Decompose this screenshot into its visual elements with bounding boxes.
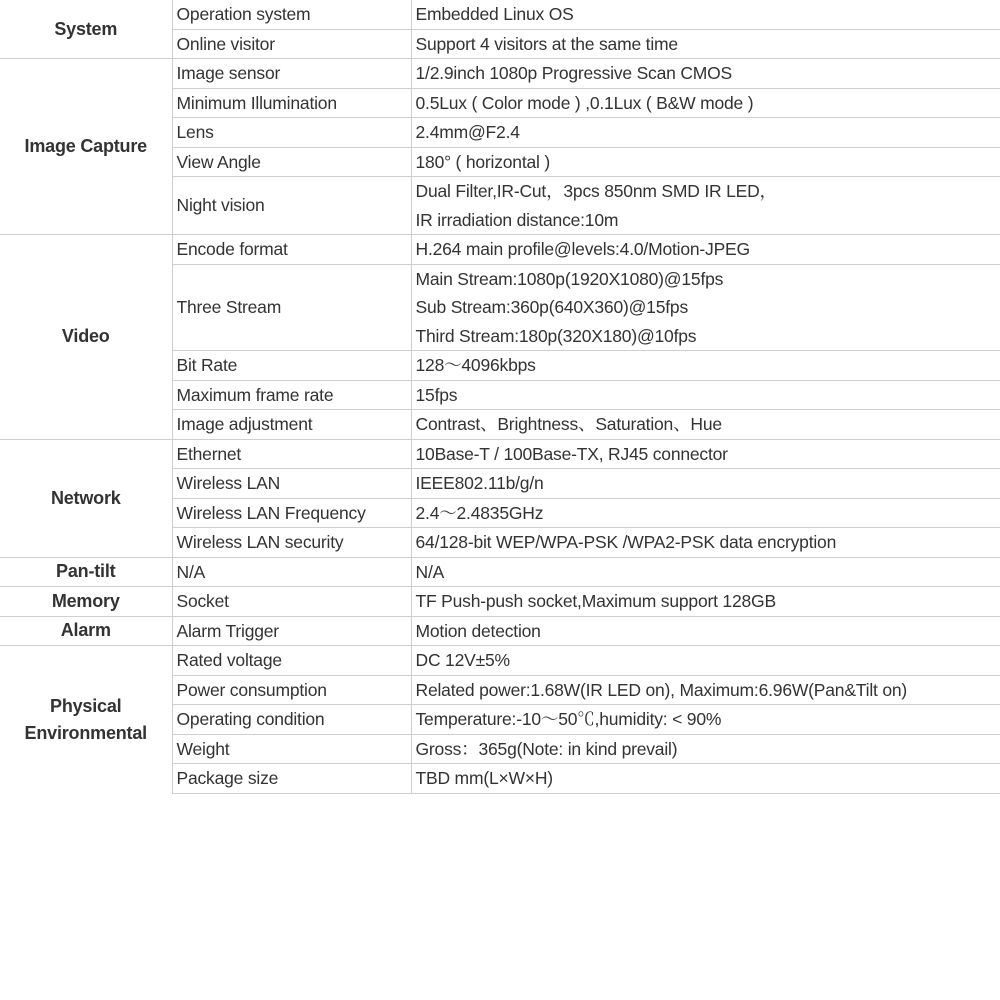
spec-value bbox=[411, 705, 1000, 735]
spec-value bbox=[411, 351, 1000, 381]
spec-value bbox=[411, 0, 1000, 29]
spec-value-line: 128～4096kbps bbox=[415, 355, 536, 375]
spec-name: Wireless LAN Frequency bbox=[172, 498, 411, 528]
spec-name: Image adjustment bbox=[172, 410, 411, 440]
spec-name: Operation system bbox=[172, 0, 411, 29]
table-row bbox=[0, 235, 1000, 265]
spec-value-line: TBD mm(L×W×H) bbox=[415, 768, 553, 788]
spec-value bbox=[411, 118, 1000, 148]
table-row bbox=[0, 557, 1000, 587]
spec-value-line: N/A bbox=[415, 561, 445, 582]
spec-name: Online visitor bbox=[172, 29, 411, 59]
spec-value-line: 1/2.9inch 1080p Progressive Scan CMOS bbox=[415, 63, 733, 83]
spec-value bbox=[411, 734, 1000, 764]
spec-value-line: TF Push-push socket,Maximum support 128GB bbox=[415, 591, 776, 611]
spec-value-line: IR irradiation distance:10m bbox=[415, 209, 619, 230]
spec-name: Maximum frame rate bbox=[172, 380, 411, 410]
spec-value-line: Motion detection bbox=[415, 620, 541, 641]
spec-value bbox=[411, 29, 1000, 59]
category-cell: Alarm bbox=[0, 616, 172, 646]
spec-value-line: 180° ( horizontal ) bbox=[415, 151, 551, 172]
table-row bbox=[0, 439, 1000, 469]
spec-value bbox=[411, 764, 1000, 794]
spec-value-line: Gross：365g(Note: in kind prevail) bbox=[415, 738, 678, 759]
spec-value-line: Temperature:-10～50℃,humidity: < 90% bbox=[415, 709, 722, 729]
spec-name: Three Stream bbox=[172, 264, 411, 351]
table-row bbox=[0, 587, 1000, 617]
spec-value bbox=[411, 177, 1000, 235]
spec-name: Alarm Trigger bbox=[172, 616, 411, 646]
spec-value bbox=[411, 88, 1000, 118]
spec-value-line: Dual Filter,IR-Cut，3pcs 850nm SMD IR LED， bbox=[415, 181, 777, 201]
spec-name: View Angle bbox=[172, 147, 411, 177]
spec-value-line: DC 12V±5% bbox=[415, 650, 510, 670]
category-cell: Memory bbox=[0, 587, 172, 617]
spec-name: Image sensor bbox=[172, 59, 411, 89]
category-label-line: Environmental bbox=[24, 722, 147, 743]
table-row bbox=[0, 616, 1000, 646]
spec-value bbox=[411, 646, 1000, 676]
spec-value-line: Sub Stream:360p(640X360)@15fps bbox=[415, 297, 688, 317]
spec-value bbox=[411, 235, 1000, 265]
spec-value bbox=[411, 469, 1000, 499]
spec-name: Operating condition bbox=[172, 705, 411, 735]
spec-value bbox=[411, 528, 1000, 558]
spec-value-line: 0.5Lux ( Color mode ) ,0.1Lux ( B&W mode ) bbox=[415, 92, 754, 113]
spec-value-line: Contrast、Brightness、Saturation、Hue bbox=[415, 414, 722, 434]
spec-value-line: Main Stream:1080p(1920X1080)@15fps bbox=[415, 268, 724, 289]
spec-value bbox=[411, 380, 1000, 410]
category-label-line: Physical bbox=[50, 695, 122, 716]
spec-name: Wireless LAN bbox=[172, 469, 411, 499]
table-row bbox=[0, 646, 1000, 676]
spec-name: Power consumption bbox=[172, 675, 411, 705]
table-row bbox=[0, 0, 1000, 29]
spec-name: Night vision bbox=[172, 177, 411, 235]
spec-value-line: Related power:1.68W(IR LED on), Maximum:6.96W(Pan&Tilt on) bbox=[415, 679, 908, 700]
spec-name: Lens bbox=[172, 118, 411, 148]
spec-value bbox=[411, 439, 1000, 469]
spec-value-line: Embedded Linux OS bbox=[415, 4, 574, 24]
spec-name: Encode format bbox=[172, 235, 411, 265]
spec-name: Weight bbox=[172, 734, 411, 764]
spec-value-line: IEEE802.11b/g/n bbox=[415, 473, 544, 493]
spec-value bbox=[411, 498, 1000, 528]
spec-name: Rated voltage bbox=[172, 646, 411, 676]
spec-name: Wireless LAN security bbox=[172, 528, 411, 558]
category-cell: Pan-tilt bbox=[0, 557, 172, 587]
spec-value-line: Third Stream:180p(320X180)@10fps bbox=[415, 325, 697, 346]
spec-name: Ethernet bbox=[172, 439, 411, 469]
spec-value-line: H.264 main profile@levels:4.0/Motion-JPEG bbox=[415, 239, 750, 259]
category-cell: Video bbox=[0, 235, 172, 440]
spec-value-line: 2.4mm@F2.4 bbox=[415, 122, 520, 142]
category-cell: Network bbox=[0, 439, 172, 557]
spec-value bbox=[411, 587, 1000, 617]
spec-value-line: 15fps bbox=[415, 384, 458, 405]
table-row bbox=[0, 59, 1000, 89]
spec-value bbox=[411, 557, 1000, 587]
category-cell: System bbox=[0, 0, 172, 59]
spec-name: Socket bbox=[172, 587, 411, 617]
spec-value-line: 2.4～2.4835GHz bbox=[415, 502, 544, 523]
spec-value-line: 10Base-T / 100Base-TX, RJ45 connector bbox=[415, 443, 728, 464]
spec-value bbox=[411, 147, 1000, 177]
spec-value bbox=[411, 410, 1000, 440]
category-cell: Image Capture bbox=[0, 59, 172, 235]
spec-value-line: Support 4 visitors at the same time bbox=[415, 33, 678, 54]
spec-name: N/A bbox=[172, 557, 411, 587]
spec-value bbox=[411, 675, 1000, 705]
spec-value bbox=[411, 616, 1000, 646]
spec-value bbox=[411, 59, 1000, 89]
category-cell bbox=[0, 646, 172, 794]
spec-value-line: 64/128-bit WEP/WPA-PSK /WPA2-PSK data encryption bbox=[415, 532, 837, 552]
spec-name: Minimum Illumination bbox=[172, 88, 411, 118]
spec-name: Package size bbox=[172, 764, 411, 794]
spec-name: Bit Rate bbox=[172, 351, 411, 381]
spec-value bbox=[411, 264, 1000, 351]
